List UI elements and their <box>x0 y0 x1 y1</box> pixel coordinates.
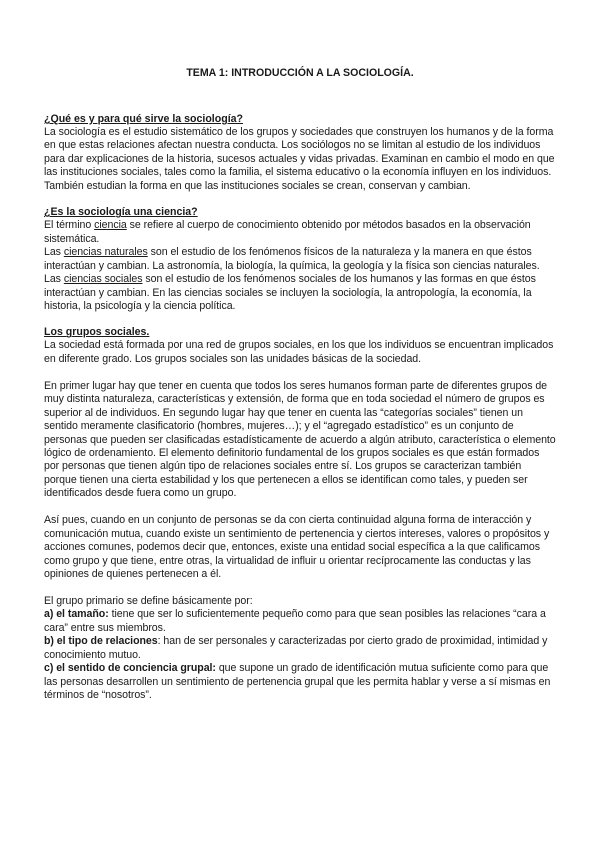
document-title: TEMA 1: INTRODUCCIÓN A LA SOCIOLOGÍA. <box>186 67 414 79</box>
list-item-label: a) el tamaño: <box>44 608 109 621</box>
paragraph-gap <box>44 581 556 594</box>
paragraph-society-network: La sociedad está formada por una red de grupos sociales, en los que los individuos se encuentran implicados en diferente grado. Los grupos sociales son las unidades básicas de la sociedad. <box>44 339 554 365</box>
text-run: son el estudio de los fenómenos físicos de la naturaleza y la manera en que éstos interactúan y cambian. La astronomía, la biología, la química, la geología y la física son ciencias naturales. Las <box>44 246 540 286</box>
text-run: Las <box>44 246 64 259</box>
text-run: son el estudio de los fenómenos sociales de los humanos y las formas en que éstos interactúan y cambian. En las ciencias sociales se incluyen la sociología, la antropología, la economía, la historia, la psicología y la ciencia política. <box>44 273 536 312</box>
paragraph-primary-group-intro: El grupo primario se define básicamente por: <box>44 594 253 607</box>
paragraph-science-definition <box>44 219 556 246</box>
list-item-text: tiene que ser lo suficientemente pequeño como para que sean posibles las relaciones “cara a cara” entre sus miembros. <box>44 608 546 634</box>
paragraph-sociology-definition: La sociología es el estudio sistemático de los grupos y sociedades que construyen los humanos y de la forma en que estas relaciones afectan nuestra conducta. Los sociólogos no se limitan al estudio de los individuos para dar explicaciones de la historia, sucesos actuales y vidas privadas. Examinan en cambio el modo en que las instituciones sociales, tales como la familia, el sistema educativo o la economía influyen en los individuos. También estudian la forma en que las instituciones sociales se crean, conservan y cambian. <box>44 126 555 192</box>
list-item-text: : han de ser personales y caracterizadas por cierto grado de proximidad, intimidad y conocimiento mutuo. <box>44 635 548 661</box>
paragraph-natural-social-sciences <box>44 246 556 313</box>
paragraph-groups-characteristics: En primer lugar hay que tener en cuenta que todos los seres humanos forman parte de diferentes grupos de muy distinta naturaleza, características y extensión, de forma que en toda sociedad el número de grupos es superior al de individuos. En segundo lugar hay que tener en cuenta las “categorías sociales” tienen un sentido meramente clasificatorio (hombres, mujeres…); y el “agregado estadístico” es un conjunto de personas que pueden ser clasificadas estadísticamente de acuerdo a algún atributo, característica o elemento lógico de ordenamiento. El elemento definitorio fundamental de los grupos sociales es que están formados por personas que tienen algún tipo de relaciones sociales entre sí. Los grupos se caracterizan también porque tienen una cierta estabilidad y los que pertenecen a ellos se identifican como tales, y pueden ser identificados desde fuera como un grupo. <box>44 379 556 500</box>
list-item-size <box>44 608 556 635</box>
term-ciencias-naturales: ciencias naturales <box>63 246 148 259</box>
section-heading-what-is-sociology: ¿Qué es y para qué sirve la sociología? <box>44 113 244 125</box>
text-run: El término <box>44 219 95 232</box>
list-item-label: b) el tipo de relaciones <box>44 635 158 648</box>
paragraph-group-entity: Así pues, cuando en un conjunto de personas se da con cierta continuidad alguna forma de interacción y comunicación mutua, cuando existe un sentimiento de pertenencia y ciertos intereses, valores o propósitos y acciones comunes, podemos decir que, entonces, existe una entidad social específica a la que calificamos como grupo y que tiene, entre otras, la virtualidad de influir u orientar recíprocamente las conductas y las opiniones de quienes pertenecen a él. <box>44 514 550 581</box>
paragraph-gap <box>44 366 556 379</box>
term-ciencias-sociales: ciencias sociales <box>63 273 143 286</box>
list-item-relations <box>44 635 556 662</box>
text-run: se refiere al cuerpo de conocimiento obtenido por métodos basados en la observación sistemática. <box>44 219 531 245</box>
section-heading-is-sociology-science: ¿Es la sociología una ciencia? <box>44 206 198 219</box>
list-item-label: c) el sentido de conciencia grupal: <box>44 662 216 675</box>
list-item-group-consciousness <box>44 662 556 702</box>
term-ciencia: ciencia <box>94 219 127 232</box>
paragraph-gap <box>44 501 556 514</box>
section-heading-social-groups: Los grupos sociales. <box>44 326 150 339</box>
list-item-text: que supone un grado de identificación mutua suficiente como para que las personas desarrollen un sentimiento de pertenencia grupal que les permita hablar y verse a sí mismas en términos de “nosotros”. <box>44 662 551 702</box>
